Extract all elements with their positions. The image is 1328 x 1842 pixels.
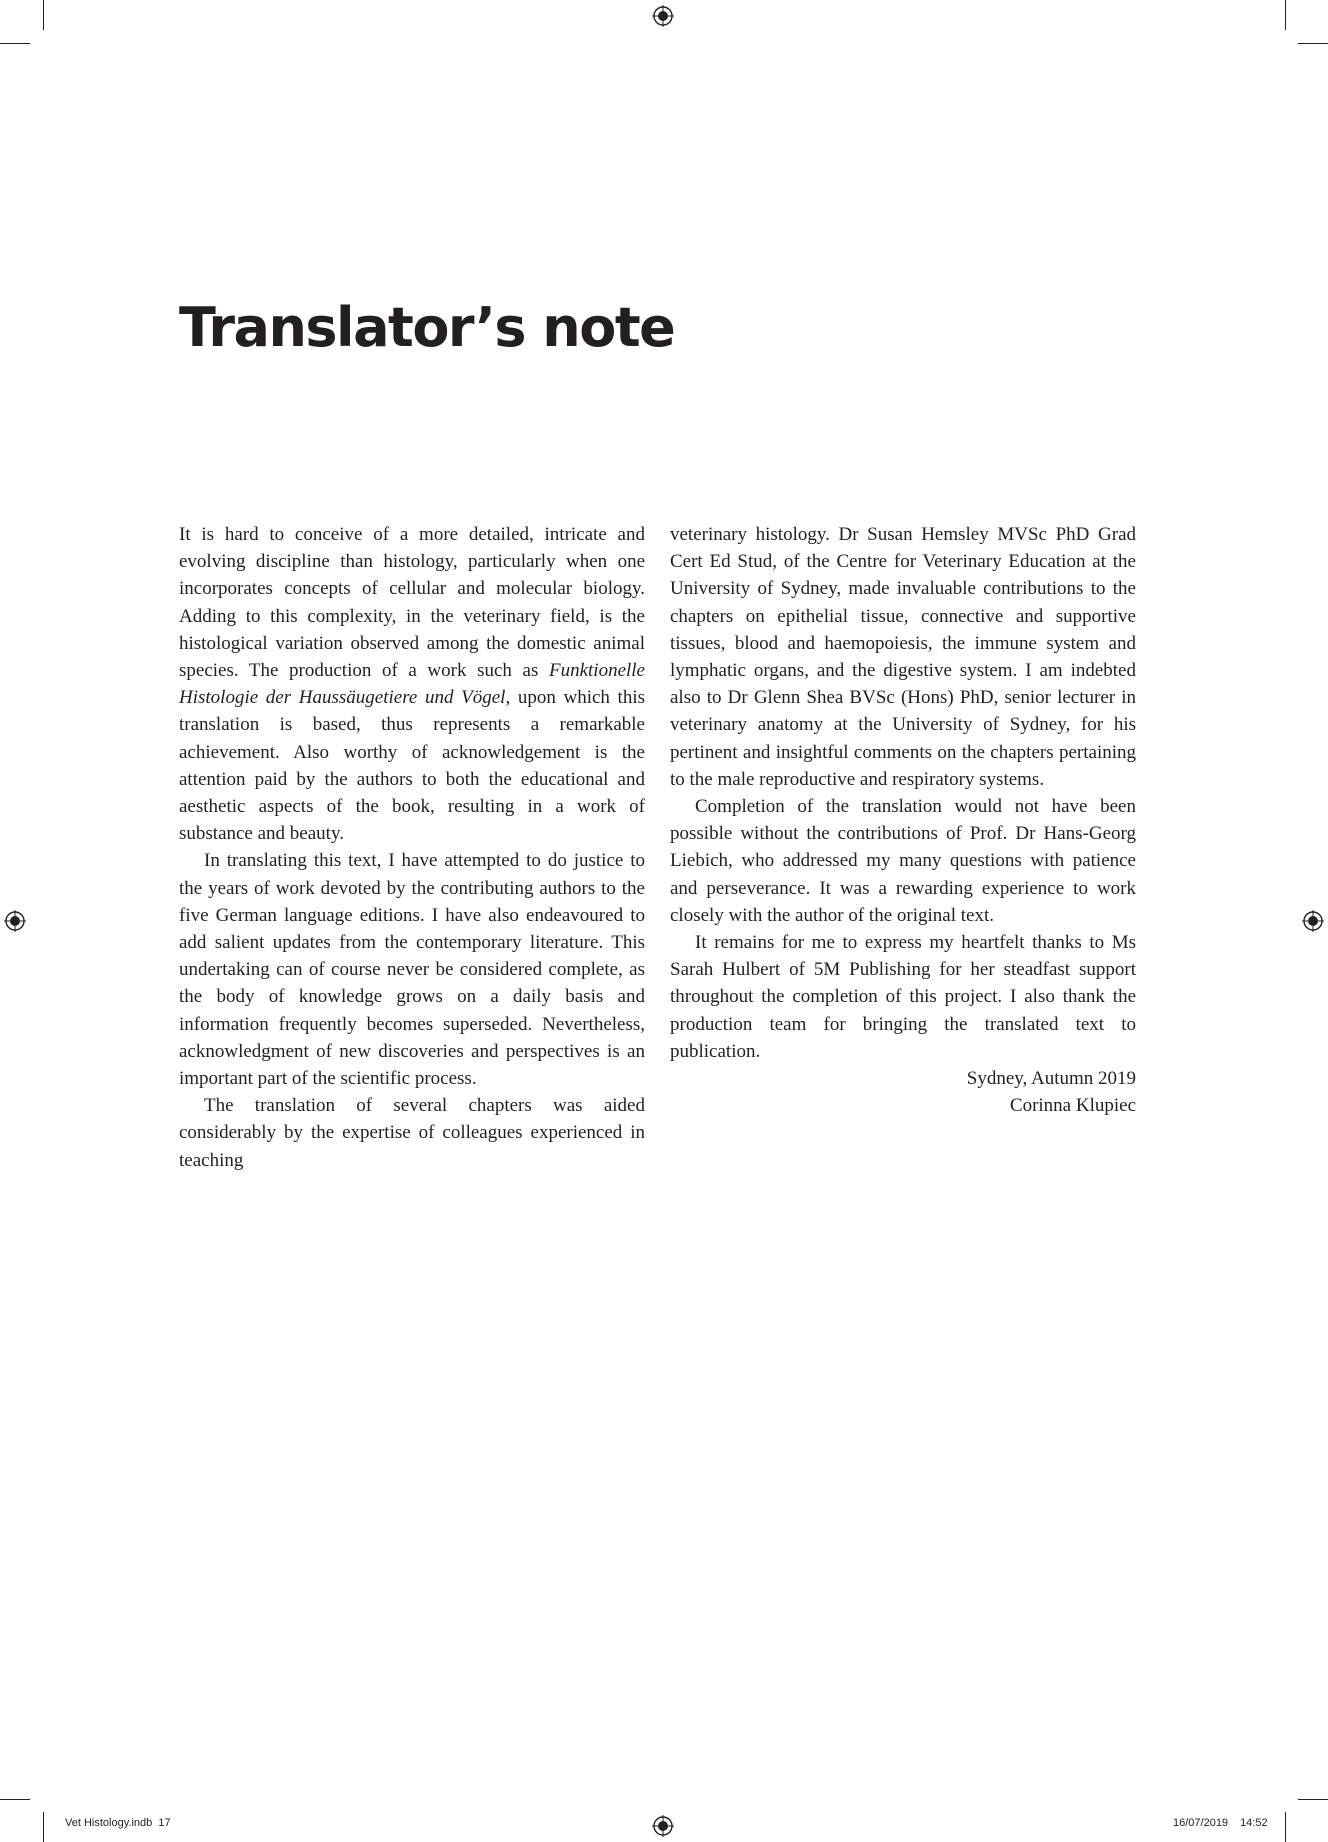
signature: Corinna Klupiec xyxy=(1009,1095,1136,1117)
paragraph: The translation of several chapters was aided considerably by the expertise of colleagues experienced in teaching xyxy=(179,1095,645,1171)
crop-mark xyxy=(1298,43,1328,44)
registration-mark-icon xyxy=(1302,910,1324,932)
page-title: Translator’s note xyxy=(179,296,675,359)
book-title: Funktionelle Histologie der Haussäugetiere und Vögel xyxy=(179,660,645,709)
crop-mark xyxy=(0,43,30,44)
right-text-column xyxy=(670,521,1136,1119)
crop-mark xyxy=(1298,1799,1328,1800)
paragraph: Completion of the translation would not have been possible without the contributions of Prof. Dr Hans-Georg Liebich, who addressed my many questions with patience and perseverance. It was a rewarding experience to work closely with the author of the original text. xyxy=(670,796,1136,926)
paragraph-text: It is hard to conceive of a more detailed, intricate and evolving discipline than histology, particularly when one incorporates concepts of cellular and molecular biology. Adding to this complexity, in the veterinary field, is the histological variation observed among the domestic animal species. The production of a work such as xyxy=(179,524,645,682)
crop-mark xyxy=(1285,0,1286,30)
paragraph xyxy=(179,521,645,847)
slug-filename: Vet Histology.indb xyxy=(65,1817,153,1829)
registration-mark-icon xyxy=(652,1815,674,1837)
left-text-column xyxy=(179,521,645,1174)
paragraph: veterinary histology. Dr Susan Hemsley MVSc PhD Grad Cert Ed Stud, of the Centre for Veterinary Education at the University of Sydney, made invaluable contributions to the chapters on epithelial tissue, connective and supportive tissues, blood and haemopoiesis, the immune system and lymphatic organs, and the digestive system. I am indebted also to Dr Glenn Shea BVSc (Hons) PhD, senior lecturer in veterinary anatomy at the University of Sydney, for his pertinent and insightful comments on the chapters pertaining to the male reproductive and respiratory systems. xyxy=(670,524,1136,790)
slug-page-number: 17 xyxy=(158,1817,171,1829)
crop-mark xyxy=(0,1799,30,1800)
registration-mark-icon xyxy=(652,5,674,27)
paragraph: In translating this text, I have attempted to do justice to the years of work devoted by the contributing authors to the five German language editions. I have also endeavoured to add salient updates from the contemporary literature. This undertaking can of course never be considered complete, as the body of knowledge grows on a daily basis and information frequently becomes superseded. Nevertheless, acknowledgment of new discoveries and perspectives is an important part of the scientific process. xyxy=(179,850,645,1090)
slug-timestamp xyxy=(1173,1817,1268,1829)
paragraph-text: , upon which this translation is based, thus represents a remarkable achievement. Also worthy of acknowledgement is the attention paid by the authors to both the educational and aesthetic aspects of the book, resulting in a work of substance and beauty. xyxy=(179,687,645,845)
crop-mark xyxy=(43,1812,44,1842)
place-date: Sydney, Autumn 2019 xyxy=(966,1068,1136,1090)
registration-mark-icon xyxy=(4,910,26,932)
slug-date: 16/07/2019 xyxy=(1173,1817,1229,1829)
crop-mark xyxy=(43,0,44,30)
crop-mark xyxy=(1285,1812,1286,1842)
slug-file-info xyxy=(65,1817,171,1829)
paragraph: It remains for me to express my heartfelt thanks to Ms Sarah Hulbert of 5M Publishing for her steadfast support throughout the completion of this project. I also thank the production team for bringing the translated text to publication. xyxy=(670,932,1136,1062)
slug-time: 14:52 xyxy=(1240,1817,1268,1829)
